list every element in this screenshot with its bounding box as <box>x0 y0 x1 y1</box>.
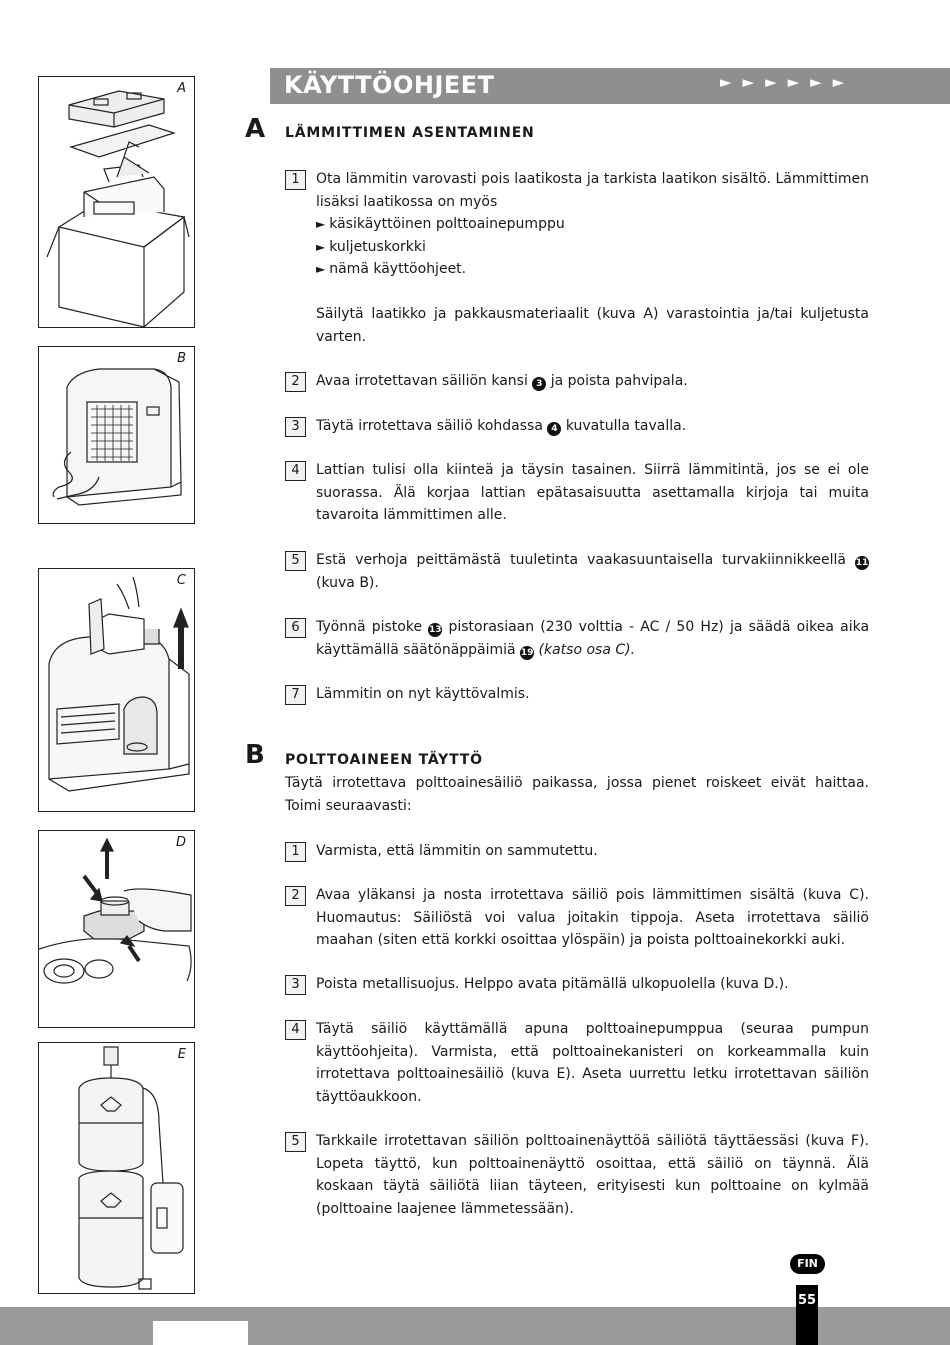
figure-e <box>38 1042 195 1294</box>
step-a7-number: 7 <box>285 685 306 705</box>
step-a3-number: 3 <box>285 417 306 437</box>
triangle-bullet-icon: ► <box>316 217 326 231</box>
step-a1-intro: Ota lämmitin varovasti pois laatikosta ja tarkista laatikon sisältö. Lämmittimen lisäksi laatikossa on myös <box>316 171 869 210</box>
step-a2-text: Avaa irrotettavan säiliön kansi 3 ja poista pahvipala. <box>316 373 688 389</box>
figure-e-label: E <box>177 1047 186 1062</box>
figure-b <box>38 346 195 524</box>
section-a-letter: A <box>245 114 266 144</box>
figure-e-illustration <box>39 1043 195 1294</box>
step-b1-number: 1 <box>285 842 306 862</box>
triangle-bullet-icon: ► <box>316 262 326 276</box>
figure-b-label: B <box>177 351 186 366</box>
callout-badge: 4 <box>547 422 561 436</box>
step-a1-text <box>316 168 869 281</box>
figure-d-label: D <box>175 835 186 850</box>
page-number: 55 <box>796 1285 818 1345</box>
callout-badge: 3 <box>532 377 546 391</box>
bullet-item: ► nämä käyttöohjeet. <box>316 261 467 277</box>
step-b1-text: Varmista, että lämmitin on sammutettu. <box>316 843 598 859</box>
figure-a <box>38 76 195 328</box>
figure-c-illustration <box>39 569 195 812</box>
callout-badge: 19 <box>520 647 534 658</box>
figure-a-illustration <box>39 77 195 328</box>
step-a6-text: Työnnä pistoke 13 pistorasiaan (230 volttia - AC / 50 Hz) ja säädä oikea aika käyttämällä säätönäppäimiä 19 (katso osa C). <box>316 619 870 658</box>
step-b3-number: 3 <box>285 975 306 995</box>
step-a3-text: Täytä irrotettava säiliö kohdassa 4 kuvatulla tavalla. <box>316 418 687 434</box>
step-a4-number: 4 <box>285 461 306 481</box>
step-a4-text: Lattian tulisi olla kiinteä ja täysin tasainen. Siirrä lämmitintä, jos se ei ole suorassa. Älä korjaa lattian epätasaisuutta asettamalla kirjoja tai muita tavaroita lämmittimen alle. <box>316 462 869 523</box>
step-b4-number: 4 <box>285 1020 306 1040</box>
step-a6-number: 6 <box>285 618 306 638</box>
step-b2-number: 2 <box>285 886 306 906</box>
language-badge: FIN <box>790 1254 825 1274</box>
step-a5-text: Estä verhoja peittämästä tuuletinta vaakasuuntaisella turvakiinnikkeellä 11 (kuva B). <box>316 552 869 591</box>
section-b-title: POLTTOAINEEN TÄYTTÖ <box>285 752 483 768</box>
figure-c-label: C <box>176 573 186 588</box>
figure-c <box>38 568 195 812</box>
callout-badge: 13 <box>429 625 442 635</box>
header-banner <box>270 68 950 104</box>
callout-badge: 11 <box>855 558 869 568</box>
triangle-bullet-icon: ► <box>316 239 326 254</box>
step-a1-number: 1 <box>285 170 306 190</box>
header-arrows: ►►►►►► <box>720 73 856 91</box>
packaging-note: Säilytä laatikko ja pakkausmateriaalit (kuva A) varastointia ja/tai kuljetusta varten. <box>316 306 869 345</box>
step-a5-number: 5 <box>285 551 306 571</box>
step-b3-text: Poista metallisuojus. Helppo avata pitämällä ulkopuolella (kuva D.). <box>316 976 789 992</box>
footer-white-block <box>153 1321 248 1345</box>
section-b-letter: B <box>245 740 265 770</box>
step-b4-text: Täytä säiliö käyttämällä apuna polttoainepumppua (seuraa pumpun käyttöohjeita). Varmista, että polttoainekanisteri on korkeammalla kuin irrotettava polttoainesäiliö (kuva E). Aseta uurrettu letku irrotettavan säiliön täyttöaukkoon. <box>316 1021 869 1105</box>
step-b2-text: Avaa yläkansi ja nosta irrotettava säiliö pois lämmittimen sisältä (kuva C). Huomautus: Säiliöstä voi valua joitakin tippoja. Aseta irrotettava säiliö maahan (siten että korkki osoittaa ylöspäin) ja poista polttoainekorkki auki. <box>316 887 869 948</box>
figure-b-illustration <box>39 347 195 524</box>
step-b5-number: 5 <box>285 1132 306 1152</box>
bullet-item: ► käsikäyttöinen polttoainepumppu <box>316 216 565 232</box>
figure-a-label: A <box>177 81 186 96</box>
figure-d-illustration <box>39 831 195 1028</box>
page-title: KÄYTTÖOHJEET <box>284 71 495 99</box>
step-b5-text: Tarkkaile irrotettavan säiliön polttoainenäyttöä säiliötä täyttäessäsi (kuva F). Lopeta täyttö, kun polttoainenäyttö osoittaa, että säiliö on täynnä. Älä koskaan täytä säiliötä liian täyteen, erityisesti kun polttoaine on kylmää (polttoaine laajenee lämmetessään). <box>316 1133 869 1217</box>
step-a2-number: 2 <box>285 372 306 392</box>
section-a-title: LÄMMITTIMEN ASENTAMINEN <box>285 125 535 141</box>
section-b-intro: Täytä irrotettava polttoainesäiliö paikassa, jossa pienet roiskeet eivät haittaa. Toimi seuraavasti: <box>285 775 869 814</box>
figure-d <box>38 830 195 1028</box>
bullet-item: ► kuljetuskorkki <box>316 238 426 255</box>
step-a7-text: Lämmitin on nyt käyttövalmis. <box>316 686 530 702</box>
